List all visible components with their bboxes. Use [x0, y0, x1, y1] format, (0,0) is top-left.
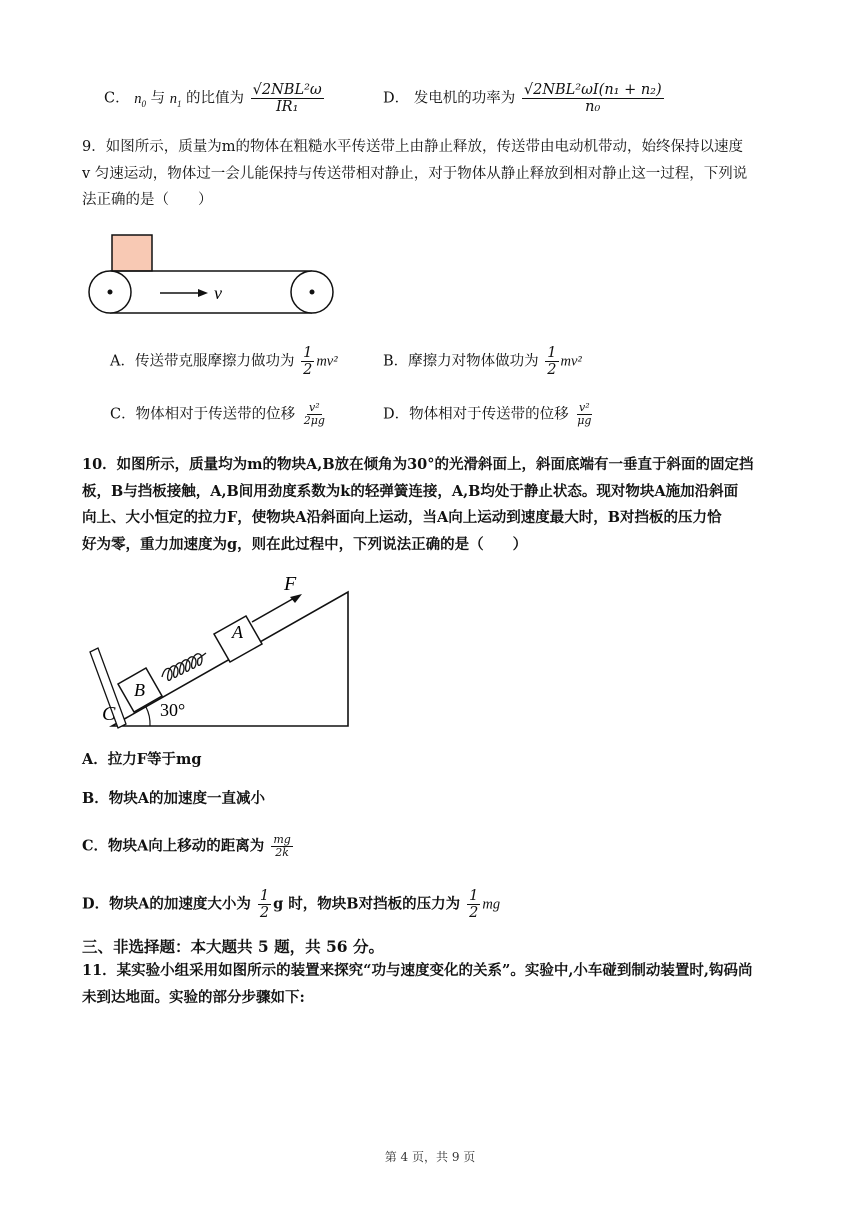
fraction-denominator: μg [577, 414, 592, 427]
q10-option-b [82, 789, 265, 809]
fraction-denominator: 2 [303, 362, 313, 378]
option-label: D． [383, 90, 410, 107]
fraction [258, 888, 271, 921]
force-arrow-head [290, 594, 302, 603]
q9-option-d [383, 402, 595, 427]
fraction [522, 82, 664, 115]
label-a: A [232, 622, 243, 642]
n1-symbol: $n_1$ [169, 90, 182, 109]
fraction-numerator: v² [309, 401, 320, 414]
fraction-denominator: n₀ [585, 99, 601, 115]
q10-option-c [82, 834, 295, 859]
conveyor-belt-figure [84, 230, 344, 320]
option-text: 传送带克服摩擦力做功为 [134, 353, 295, 370]
fraction-numerator: mg [273, 833, 291, 846]
fraction-denominator: 2μg [303, 414, 325, 427]
option-label: C． [110, 406, 136, 423]
q9-option-b [383, 345, 582, 378]
fraction-numerator: 1 [303, 345, 313, 361]
option-label: D． [82, 895, 110, 913]
fraction [251, 82, 324, 115]
incline-figure [84, 572, 364, 732]
fraction-numerator: √2NBL²ω [252, 82, 322, 98]
arrow-head [198, 289, 208, 297]
option-text: 物块A的加速度一直减小 [108, 790, 266, 807]
fraction-denominator: 2 [469, 905, 479, 921]
stem-line: 好为零，重力加速度为g，则在此过程中，下列说法正确的是（ ） [82, 535, 528, 553]
question-9-stem [82, 134, 782, 214]
fraction [467, 888, 480, 921]
fraction-denominator: IR₁ [275, 99, 299, 115]
option-label: C． [82, 837, 109, 855]
fraction-denominator: 2 [259, 905, 270, 921]
n0-symbol: $n_0$ [134, 90, 146, 109]
q8-option-d [383, 82, 666, 115]
formula: mv² [560, 353, 582, 370]
angle-label: 30° [160, 700, 186, 720]
stem-line: 法正确的是（ ） [82, 192, 213, 208]
stem-line: 10．如图所示，质量均为m的物块A,B放在倾角为30°的光滑斜面上，斜面底端有一垂直于斜面的固定挡 [82, 456, 754, 473]
option-text: 拉力F等于mg [107, 751, 202, 768]
stem-line: 板，B与挡板接触，A,B间用劲度系数为k的轻弹簧连接，A,B均处于静止状态。现对物块A施加沿斜面 [82, 482, 739, 500]
option-text: 摩擦力对物体做功为 [408, 353, 539, 370]
fraction-denominator: 2k [275, 846, 289, 859]
q10-option-d [82, 888, 500, 921]
option-text: 物块A的加速度大小为 [109, 895, 251, 913]
fraction-denominator: 2 [547, 362, 557, 378]
fraction [545, 345, 558, 378]
question-11-stem [82, 958, 782, 1011]
option-text: 物块A向上移动的距离为 [108, 837, 265, 855]
option-text: 物体相对于传送带的位移 [409, 406, 569, 423]
option-text: g 时，物块B对挡板的压力为 [273, 895, 461, 913]
fraction [301, 345, 314, 378]
fraction-numerator: 1 [547, 345, 557, 361]
fraction-numerator: 1 [259, 888, 270, 904]
formula: mg [482, 896, 501, 913]
q9-option-c [110, 402, 329, 427]
fraction-numerator: v² [579, 401, 590, 414]
option-text: 发电机的功率为 [413, 90, 516, 107]
option-label: D． [383, 406, 410, 423]
fraction [271, 834, 292, 859]
label-f: F [284, 573, 297, 595]
fraction [575, 402, 593, 427]
fraction-numerator: 1 [469, 888, 479, 904]
fraction [302, 402, 327, 427]
page-footer: 第 4 页，共 9 页 [384, 1150, 476, 1164]
option-label: A． [82, 751, 108, 768]
option-label: B． [383, 353, 409, 370]
option-text: 物体相对于传送带的位移 [135, 406, 296, 423]
q10-option-a [82, 750, 202, 770]
option-label: A． [110, 353, 135, 370]
formula: mv² [316, 353, 338, 370]
velocity-label: v [214, 283, 222, 303]
stem-line: 9．如图所示，质量为m的物体在粗糙水平传送带上由静止释放，传送带由电动机带动，始终保持以速度 [82, 139, 743, 155]
force-arrow [252, 597, 296, 622]
left-axle [108, 290, 113, 295]
question-10-stem [82, 452, 782, 558]
stem-line: 未到达地面。实验的部分步骤如下: [82, 988, 305, 1006]
angle-arc [146, 707, 150, 726]
right-axle [310, 290, 315, 295]
q9-option-a [110, 345, 338, 378]
section-heading: 三、非选择题：本大题共 5 题，共 56 分。 [82, 937, 384, 956]
option-label: C． [104, 90, 130, 107]
label-c: C [102, 703, 116, 725]
label-b: B [134, 680, 145, 700]
fraction-numerator: √2NBL²ωI(n₁ + n₂) [523, 82, 662, 98]
option-label: B． [82, 790, 109, 807]
stem-line: v 匀速运动，物体过一会儿能保持与传送带相对静止，对于物体从静止释放到相对静止这一过程，下列说 [82, 165, 748, 182]
q8-option-c [104, 82, 326, 115]
option-text: 与 [150, 90, 166, 107]
option-text: 的比值为 [186, 90, 245, 107]
stem-line: 向上、大小恒定的拉力F，使物块A沿斜面向上运动，当A向上运动到速度最大时，B对挡板的压力恰 [82, 509, 722, 526]
stem-line: 11．某实验小组采用如图所示的装置来探究“功与速度变化的关系”。实验中,小车碰到制动装置时,钩码尚 [82, 962, 753, 979]
block [112, 235, 152, 271]
